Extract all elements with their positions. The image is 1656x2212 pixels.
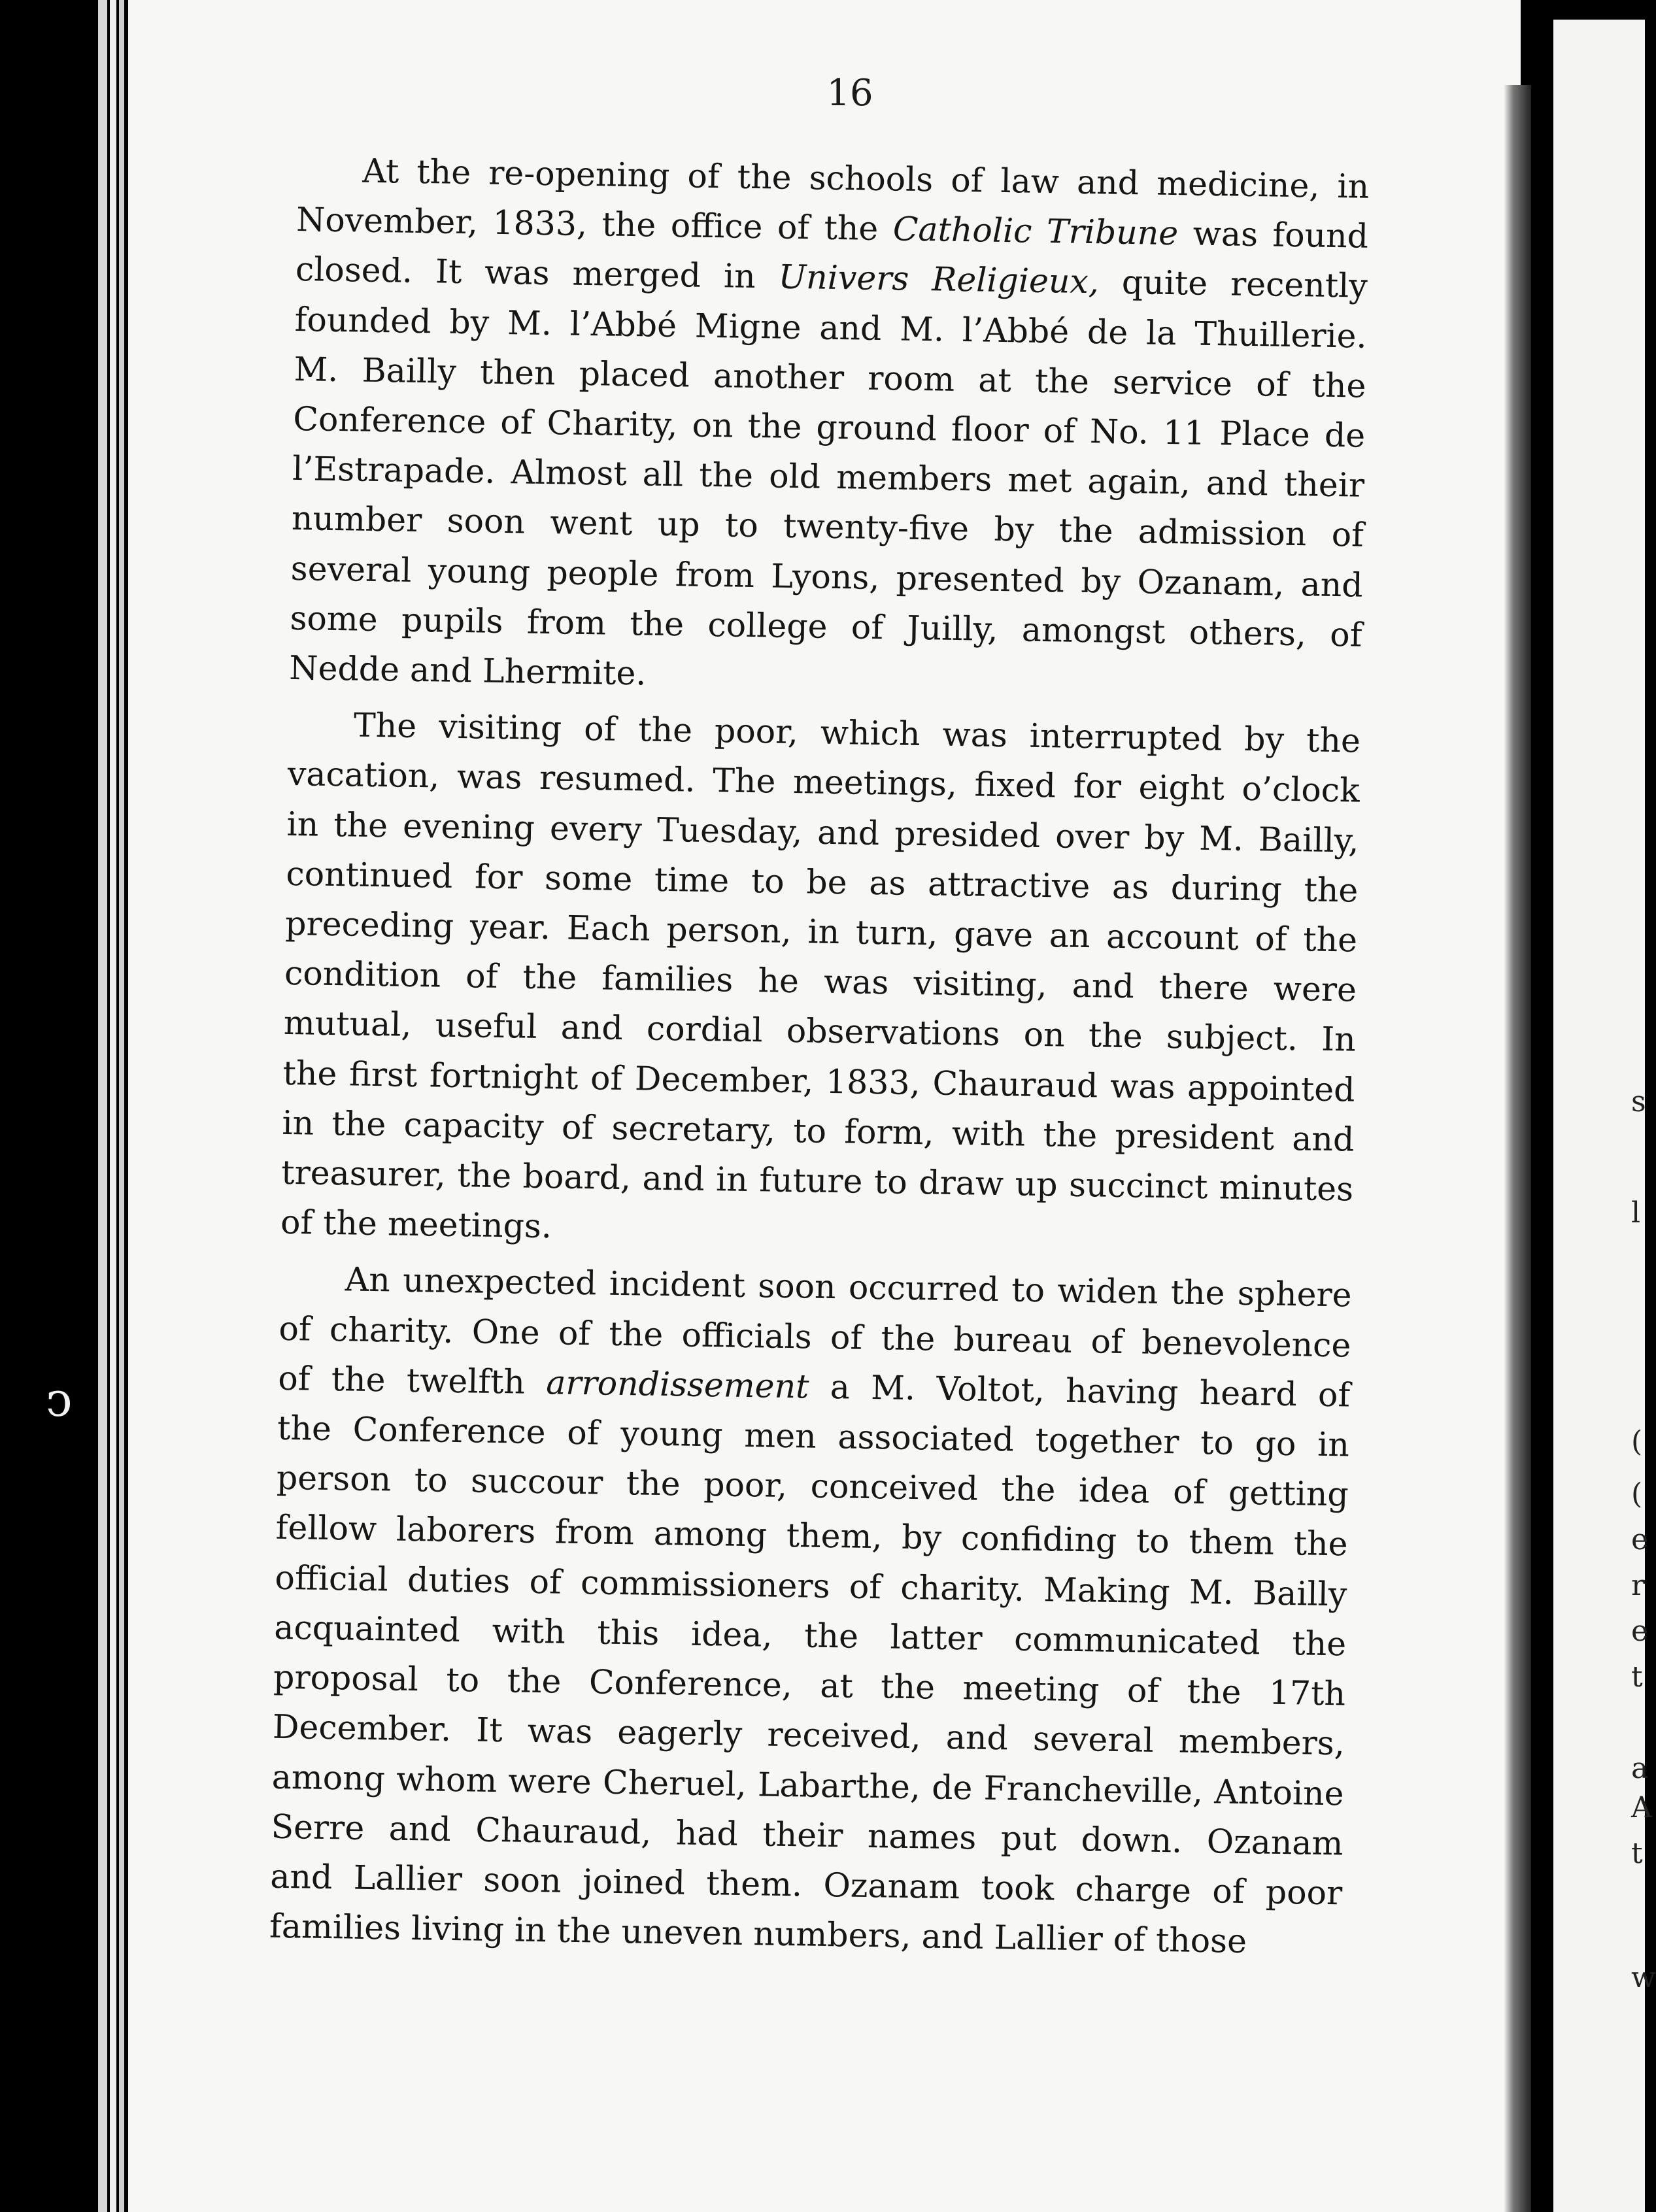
text-line: fellow laborers from among them, by confiding to them the (275, 1508, 1349, 1564)
text-line: An unexpected incident soon occurred to widen the sphere (345, 1260, 1353, 1315)
text-line: of charity. One of the officials of the bureau of benevolence (279, 1309, 1351, 1365)
italic-title: arrondissement (545, 1363, 809, 1406)
text-line: of the meetings. (280, 1203, 552, 1246)
facing-page-glyph: A (1631, 1791, 1652, 1824)
text-line: person to succour the poor, conceived the idea of getting (276, 1458, 1349, 1514)
text-line: closed. It was merged in Univers Religieux, quite recently (295, 250, 1368, 306)
page-edge (119, 0, 124, 2212)
text-line: l’Estrapade. Almost all the old members met again, and their (292, 449, 1365, 505)
binding-shadow (1504, 85, 1531, 2212)
facing-page-glyph: t (1631, 1660, 1643, 1694)
text-line: treasurer, the board, and in future to draw up succinct minutes (280, 1152, 1354, 1209)
text-line: in the evening every Tuesday, and presided over by M. Bailly, (286, 804, 1359, 860)
facing-page-glyph: t (1631, 1837, 1643, 1870)
text-line: official duties of commissioners of charity. Making M. Bailly (275, 1558, 1347, 1614)
text-line: The visiting of the poor, which was interrupted by the (353, 705, 1361, 760)
facing-page-glyph: w (1631, 1961, 1656, 1994)
facing-page-glyph: ( (1631, 1425, 1643, 1458)
text-line: Conference of Charity, on the ground floor of No. 11 Place de (292, 399, 1366, 455)
text-line: in the capacity of secretary, to form, with the president and (282, 1103, 1355, 1159)
text-line: among whom were Cheruel, Labarthe, de Francheville, Antoine (271, 1757, 1345, 1813)
text-line: several young people from Lyons, presented by Ozanam, and (290, 548, 1364, 605)
facing-page-glyph: a (1631, 1752, 1649, 1785)
text-line: vacation, was resumed. The meetings, fixed for eight o’clock (287, 754, 1360, 811)
facing-page-glyph: l (1631, 1196, 1641, 1230)
text-line: number soon went up to twenty-five by the admission of (291, 499, 1364, 555)
text-line: preceding year. Each person, in turn, gave an account of the (284, 903, 1358, 960)
italic-title: Catholic Tribune (892, 209, 1179, 253)
facing-page-glyph: r (1631, 1569, 1646, 1602)
page-edge (98, 0, 107, 2212)
text-line: Nedde and Lhermite. (288, 648, 647, 693)
text-line: proposal to the Conference, at the meeting of the 17th (273, 1657, 1346, 1713)
text-line: At the re-opening of the schools of law and medicine, in (362, 151, 1370, 206)
paragraph (289, 145, 1370, 710)
text-line: mutual, useful and cordial observations on the subject. In (283, 1003, 1357, 1060)
paragraph (269, 1254, 1353, 1968)
body-text (269, 145, 1370, 1968)
text-line: condition of the families he was visiting, and there were (284, 954, 1357, 1009)
margin-mark: ↄ (46, 1372, 73, 1427)
facing-page-glyph: e (1631, 1615, 1649, 1648)
text-line: continued for some time to be as attractive as during the (286, 854, 1359, 910)
facing-page-glyph: ( (1631, 1477, 1643, 1511)
text-line: some pupils from the college of Juilly, amongst others, of (290, 598, 1362, 654)
text-line: November, 1833, the office of the Catholic Tribune was found (296, 200, 1369, 256)
italic-title: Univers Religieux, (778, 257, 1100, 301)
facing-page-glyph: s (1631, 1085, 1646, 1118)
text-line: December. It was eagerly received, and several members, (272, 1707, 1345, 1763)
text-line: the Conference of young men associated together to go in (277, 1408, 1350, 1464)
paragraph (280, 699, 1361, 1264)
text-line: of the twelfth arrondissement a M. Voltot, having heard of (277, 1358, 1351, 1415)
page-edge (110, 0, 116, 2212)
text-line: Serre and Chauraud, had their names put down. Ozanam (271, 1807, 1343, 1863)
text-line: families living in the uneven numbers, and Lallier of those (269, 1906, 1247, 1961)
text-line: the first fortnight of December, 1833, Chauraud was appointed (282, 1053, 1355, 1109)
text-line: founded by M. l’Abbé Migne and M. l’Abbé de la Thuillerie. (294, 299, 1368, 356)
text-line: and Lallier soon joined them. Ozanam took charge of poor (269, 1856, 1343, 1913)
facing-page-glyph: e (1631, 1523, 1649, 1556)
text-line: M. Bailly then placed another room at the service of the (294, 349, 1366, 405)
page-number: 16 (826, 72, 873, 114)
text-line: acquainted with this idea, the latter communicated the (273, 1607, 1347, 1664)
